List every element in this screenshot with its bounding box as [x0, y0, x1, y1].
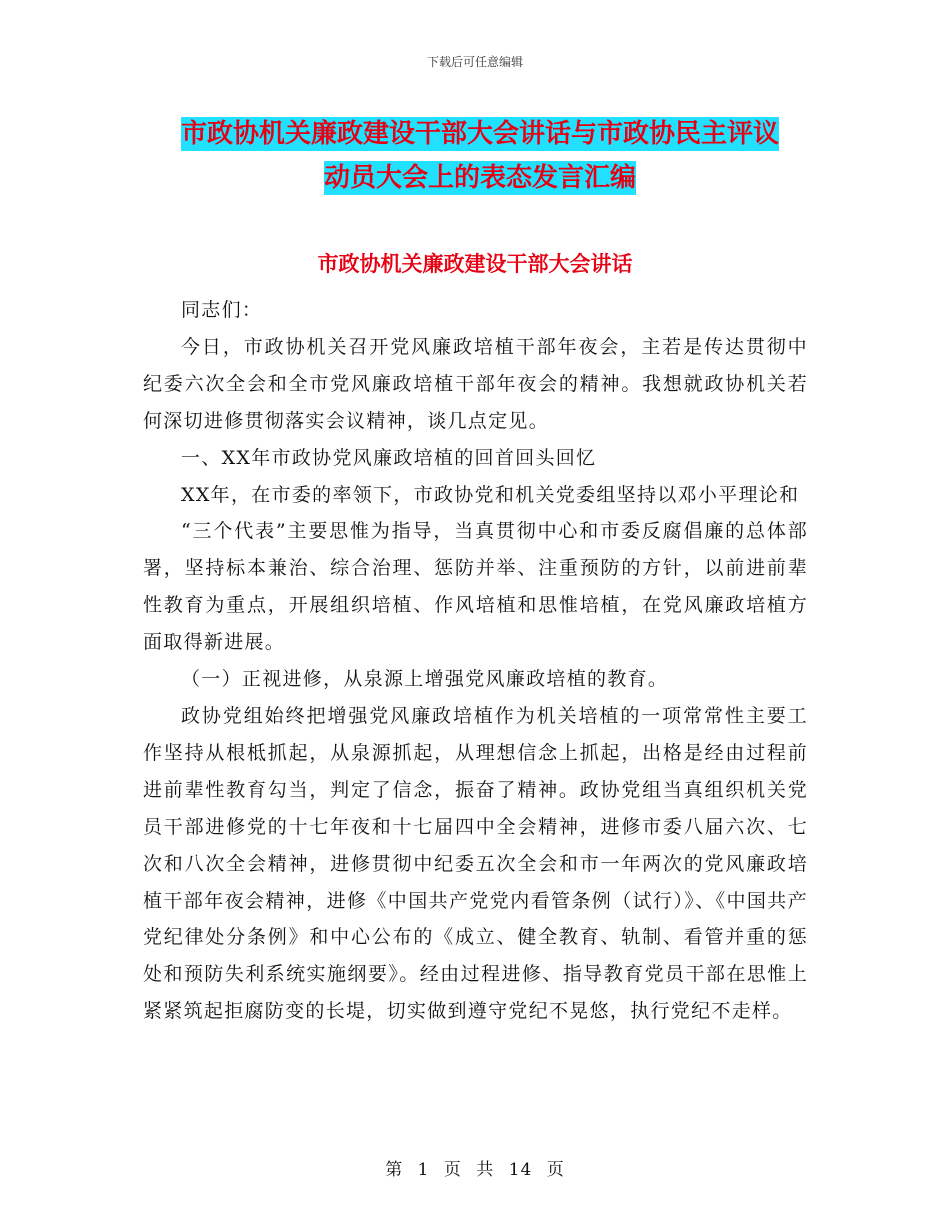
paragraph: 政协党组始终把增强党风廉政培植作为机关培植的一项常常性主要工作坚持从根柢抓起，从泉源抓起，从理想信念上抓起，出格是经由过程前进前辈性教育勾当，判定了信念，振奋了精神。政协党组当真组织机关党员干部进修党的十七年夜和十七届四中全会精神，进修市委八届六次、七次和八次全会精神，进修贯彻中纪委五次全会和市一年两次的党风廉政培植干部年夜会精神，进修《中国共产党党内看管条例（试行）》、《中国共产党纪律处分条例》和中心公布的《成立、健全教育、轨制、看管并重的惩处和预防失利系统实施纲要》。经由过程进修、指导教育党员干部在思惟上紧紧筑起拒腐防变的长堤，切实做到遵守党纪不晃悠，执行党纪不走样。 [143, 704, 808, 1023]
section-title: 市政协机关廉政建设干部大会讲话 [317, 252, 633, 276]
document-title [140, 112, 820, 200]
document-body [143, 292, 808, 1030]
footer-label-unit-2: 页 [546, 1160, 565, 1180]
page-footer [0, 1155, 950, 1180]
page-header-note: 下载后可任意编辑 [426, 55, 523, 69]
paragraph: XX年，在市委的率领下，市政协党和机关党委组坚持以邓小平理论和 [181, 483, 800, 506]
footer-label-page: 第 [385, 1160, 404, 1180]
paragraph-salutation: 同志们： [181, 299, 263, 321]
footer-label-unit: 页 [443, 1160, 462, 1180]
title-line-2: 动员大会上的表态发言汇编 [323, 163, 636, 193]
subheading: （一）正视进修，从泉源上增强党风廉政培植的教育。 [181, 668, 669, 691]
paragraph: “三个代表”主要思惟为指导，当真贯彻中心和市委反腐倡廉的总体部署，坚持标本兼治、综合治理、惩防并举、注重预防的方针，以前进前辈性教育为重点，开展组织培植、作风培植和思惟培植，在党风廉政培植方面取得新进展。 [143, 520, 808, 654]
footer-total-pages: 14 [508, 1160, 533, 1180]
heading-one: 一、XX年市政协党风廉政培植的回首回头回忆 [181, 446, 597, 469]
footer-label-total: 共 [476, 1160, 495, 1180]
title-line-1: 市政协机关廉政建设干部大会讲话与市政协民主评议 [180, 119, 779, 149]
footer-current-page: 1 [417, 1160, 430, 1180]
paragraph: 今日，市政协机关召开党风廉政培植干部年夜会，主若是传达贯彻中纪委六次全会和全市党风廉政培植干部年夜会的精神。我想就政协机关若何深切进修贯彻落实会议精神，谈几点定见。 [143, 335, 808, 432]
